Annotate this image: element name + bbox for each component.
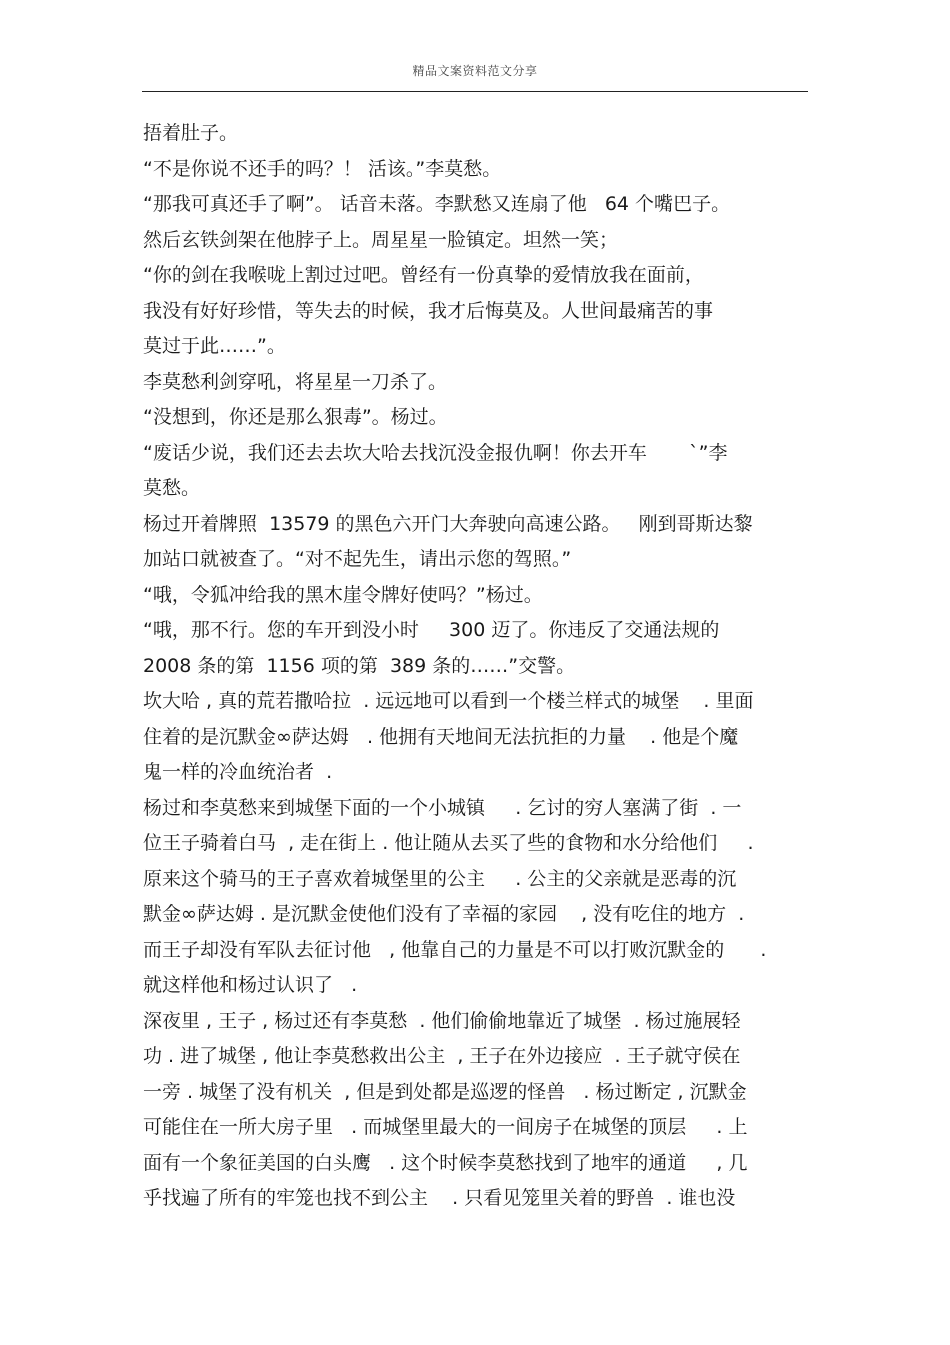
text-line: 杨过开着牌照 13579 的黑色六开门大奔驶向高速公路。 刚到哥斯达黎 [143,512,753,535]
text-line: 坎大哈 , 真的荒若撒哈拉 . 远远地可以看到一个楼兰样式的城堡 . 里面 [143,690,754,712]
text-line: 2008 条的第 1156 项的第 389 条的……”交警。 [143,654,576,677]
document-body [143,116,813,1217]
text-line: 位王子骑着白马 , 走在街上 . 他让随从去买了些的食物和水分给他们 . [143,832,754,854]
text-line: 李莫愁利剑穿吼，将星星一刀杀了。 [143,370,448,393]
text-line: “没想到，你还是那么狠毒”。杨过。 [143,406,448,428]
text-line: 默金∞萨达姆 . 是沉默金使他们没有了幸福的家园 , 没有吃住的地方 . [143,903,745,925]
text-line: 面有一个象征美国的白头鹰 . 这个时候李莫愁找到了地牢的通道 , 几 [143,1151,748,1174]
text-line: 而王子却没有军队去征讨他 , 他靠自己的力量是不可以打败沉默金的 . [143,938,767,961]
text-line: 就这样他和杨过认识了 . [143,974,358,996]
text-line: 乎找遍了所有的牢笼也找不到公主 . 只看见笼里关着的野兽 . 谁也没 [143,1187,736,1209]
text-line: “你的剑在我喉咙上割过过吧。曾经有一份真挚的爱情放我在面前， [143,264,704,286]
text-line: 我没有好好珍惜，等失去的时候，我才后悔莫及。人世间最痛苦的事 [143,299,714,322]
text-line: 一旁 . 城堡了没有机关 , 但是到处都是巡逻的怪兽 . 杨过断定 , 沉默金 [143,1080,747,1103]
text-line: 捂着肚子。 [143,122,239,144]
text-line: 然后玄铁剑架在他脖子上。周星星一脸镇定。坦然一笑； [143,228,619,251]
text-line: 加站口就被查了。“对不起先生，请出示您的驾照。” [143,548,572,570]
text-line: 莫过于此……”。 [143,335,286,357]
text-line: “哦，那不行。您的车开到没小时 300 迈了。你违反了交通法规的 [143,619,720,641]
text-line: “哦，令狐冲给我的黑木崖令牌好使吗？”杨过。 [143,583,543,606]
text-line: 杨过和李莫愁来到城堡下面的一个小城镇 . 乞讨的穷人塞满了街 . 一 [143,796,742,819]
header-divider [142,91,808,92]
text-line: 住着的是沉默金∞萨达姆 . 他拥有天地间无法抗拒的力量 . 他是个魔 [143,725,739,748]
text-line: 可能住在一所大房子里 . 而城堡里最大的一间房子在城堡的顶层 . 上 [143,1116,748,1138]
text-line: 原来这个骑马的王子喜欢着城堡里的公主 . 公主的父亲就是恶毒的沉 [143,867,737,890]
text-line: “不是你说不还手的吗？！ 活该。”李莫愁。 [143,157,502,180]
text-line: “那我可真还手了啊”。 话音未落。李默愁又连扇了他 64 个嘴巴子。 [143,193,731,215]
text-line: “废话少说，我们还去去坎大哈去找沉没金报仇啊！你去开车 `”李 [143,441,728,464]
text-line: 鬼一样的冷血统治者 . [143,761,333,783]
page-header: 精品文案资料范文分享 [412,64,538,78]
text-line: 莫愁。 [143,477,201,499]
text-line: 深夜里 , 王子 , 杨过还有李莫愁 . 他们偷偷地靠近了城堡 . 杨过施展轻 [143,1009,741,1032]
text-line: 功 . 进了城堡 , 他让李莫愁救出公主 , 王子在外边接应 . 王子就守侯在 [143,1045,741,1067]
